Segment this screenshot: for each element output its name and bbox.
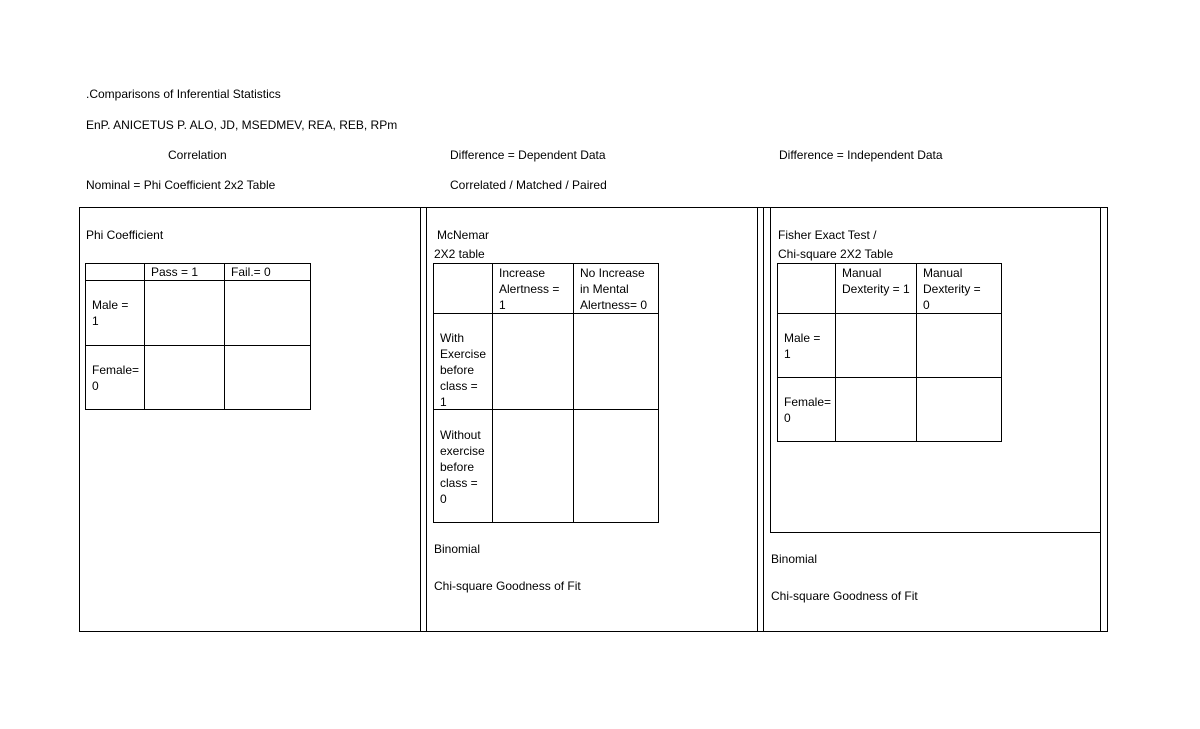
table-cell <box>492 313 574 410</box>
mcnemar-title: McNemar <box>437 228 490 242</box>
table-header-cell <box>85 263 145 281</box>
divider-1b <box>426 207 427 632</box>
document-title: .Comparisons of Inferential Statistics <box>86 87 281 101</box>
fisher-note-chi-square: Chi-square Goodness of Fit <box>771 589 918 603</box>
table-header-cell: Manual Dexterity = 1 <box>835 263 917 314</box>
table-row-label: Male = 1 <box>777 313 836 378</box>
column-sub-nominal: Nominal = Phi Coefficient 2x2 Table <box>86 178 276 192</box>
table-row-label: Female= 0 <box>777 377 836 442</box>
divider-2a <box>757 207 758 632</box>
table-cell <box>573 313 659 410</box>
table-row-label: Without exercise before class = 0 <box>433 409 493 523</box>
mcnemar-note-chi-square: Chi-square Goodness of Fit <box>434 579 581 593</box>
table-cell <box>224 280 311 346</box>
table-cell <box>144 280 225 346</box>
table-cell <box>835 313 917 378</box>
table-header-cell: Increase Alertness = 1 <box>492 263 574 314</box>
table-cell <box>573 409 659 523</box>
phi-coefficient-title: Phi Coefficient <box>86 228 164 242</box>
table-cell <box>916 313 1002 378</box>
author-line: EnP. ANICETUS P. ALO, JD, MSEDMEV, REA, REB, RPm <box>86 118 398 132</box>
table-row-label: With Exercise before class = 1 <box>433 313 493 410</box>
column-heading-correlation: Correlation <box>168 148 227 162</box>
table-row-label: Female= 0 <box>85 345 145 410</box>
column-heading-independent: Difference = Independent Data <box>779 148 943 162</box>
table-header-cell: No Increase in Mental Alertness= 0 <box>573 263 659 314</box>
table-header-cell: Pass = 1 <box>144 263 225 281</box>
table-cell <box>224 345 311 410</box>
table-cell <box>835 377 917 442</box>
divider-2b <box>763 207 764 632</box>
mcnemar-subtitle: 2X2 table <box>434 247 485 261</box>
mcnemar-note-binomial: Binomial <box>434 542 481 556</box>
table-cell <box>144 345 225 410</box>
table-header-cell <box>777 263 836 314</box>
column-sub-correlated: Correlated / Matched / Paired <box>450 178 607 192</box>
table-header-cell: Manual Dexterity = 0 <box>916 263 1002 314</box>
table-row-label: Male = 1 <box>85 280 145 346</box>
table-cell <box>916 377 1002 442</box>
divider-1a <box>420 207 421 632</box>
column-heading-dependent: Difference = Dependent Data <box>450 148 606 162</box>
table-cell <box>492 409 574 523</box>
fisher-note-binomial: Binomial <box>771 552 818 566</box>
fisher-subtitle: Chi-square 2X2 Table <box>778 247 894 261</box>
table-header-cell: Fail.= 0 <box>224 263 311 281</box>
table-header-cell <box>433 263 493 314</box>
fisher-title: Fisher Exact Test / <box>778 228 877 242</box>
